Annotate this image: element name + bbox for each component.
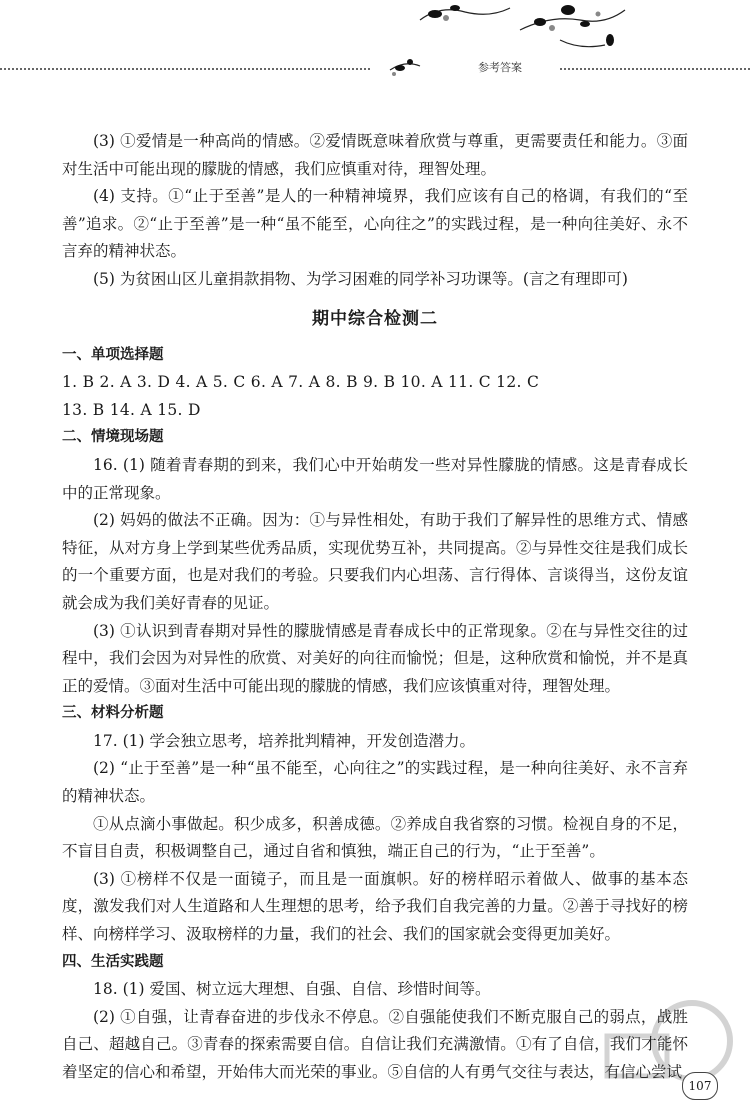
watermark-logo <box>597 996 742 1106</box>
header-divider-left <box>0 68 370 70</box>
part-heading: 一、单项选择题 <box>62 346 164 363</box>
part-heading: 三、材料分析题 <box>62 705 164 722</box>
answer-paragraph: (4) 支持。①“止于至善”是人的一种精神境界，我们应该有自己的格调，有我们的“至善”追求。②“止于至善”是一种“虽不能至，心向往之”的实践过程，是一种向往美好、永不言弃的精神状态。 <box>62 187 688 261</box>
running-header: 参考答案 <box>478 61 522 74</box>
choice-answers-line: 1. B 2. A 3. D 4. A 5. C 6. A 7. A 8. B 9. B 10. A 11. C 12. C <box>62 373 540 392</box>
answer-paragraph: (2) “止于至善”是一种“虽不能至，心向往之”的实践过程，是一种向往美好、永不言弃的精神状态。 <box>62 759 688 806</box>
header-divider-right <box>560 68 750 70</box>
answer-paragraph: (2) 妈妈的做法不正确。因为：①与异性相处，有助于我们了解异性的思维方式、情感特征，从对方身上学到某些优秀品质，实现优势互补，共同提高。②与异性交往是我们成长的一个重要方面，也是对我们的考验。只要我们内心坦荡、言行得体、言谈得当，这份友谊就会成为我们美好青春的见证。 <box>62 511 688 612</box>
answer-paragraph: (2) ①自强，让青春奋进的步伐永不停息。②自强能使我们不断克服自己的弱点，战胜自己、超越自己。③青春的探索需要自信。自信让我们充满激情。①有了自信，我们才能怀着坚定的信心和希望，开始伟大而光荣的事业。⑤自信的人有勇气交往与表达，有信心尝试 <box>62 1007 688 1081</box>
answer-paragraph: 16. (1) 随着青春期的到来，我们心中开始萌发一些对异性朦胧的情感。这是青春成长中的正常现象。 <box>62 455 688 502</box>
page-content <box>62 128 688 1087</box>
part-heading: 四、生活实践题 <box>62 953 164 970</box>
answer-paragraph: 18. (1) 爱国、树立远大理想、自强、自信、珍惜时间等。 <box>93 980 491 999</box>
answer-paragraph: (3) ①榜样不仅是一面镜子，而且是一面旗帜。好的榜样昭示着做人、做事的基本态度，激发我们对人生道路和人生理想的思考，给予我们自我完善的力量。②善于寻找好的榜样、向榜样学习、汲取榜样的力量，我们的社会、我们的国家就会变得更加美好。 <box>62 869 688 944</box>
page-number: 107 <box>682 1072 718 1100</box>
answer-paragraph: (3) ①认识到青春期对异性的朦胧情感是青春成长中的正常现象。②在与异性交往的过程中，我们会因为对异性的欣赏、对美好的向往而愉悦；但是，这种欣赏和愉悦，并不是真正的爱情。③面对生活中可能出现的朦胧的情感，我们应该慎重对待，理智处理。 <box>62 621 688 695</box>
part-heading: 二、情境现场题 <box>62 429 164 446</box>
answer-paragraph: 17. (1) 学会独立思考，培养批判精神，开发创造潜力。 <box>93 731 475 750</box>
section-title: 期中综合检测二 <box>312 308 438 329</box>
choice-answers-line: 13. B 14. A 15. D <box>62 400 201 419</box>
answer-paragraph: (5) 为贫困山区儿童捐款捐物、为学习困难的同学补习功课等。(言之有理即可) <box>93 269 628 288</box>
answer-paragraph: ①从点滴小事做起。积少成多，积善成德。②养成自我省察的习惯。检视自身的不足，不盲目自责，积极调整自己，通过自省和慎独，端正自己的行为，“止于至善”。 <box>62 814 688 861</box>
answer-paragraph: (3) ①爱情是一种高尚的情感。②爱情既意味着欣赏与尊重，更需要责任和能力。③面对生活中可能出现的朦胧的情感，我们应慎重对待，理智处理。 <box>62 132 688 178</box>
